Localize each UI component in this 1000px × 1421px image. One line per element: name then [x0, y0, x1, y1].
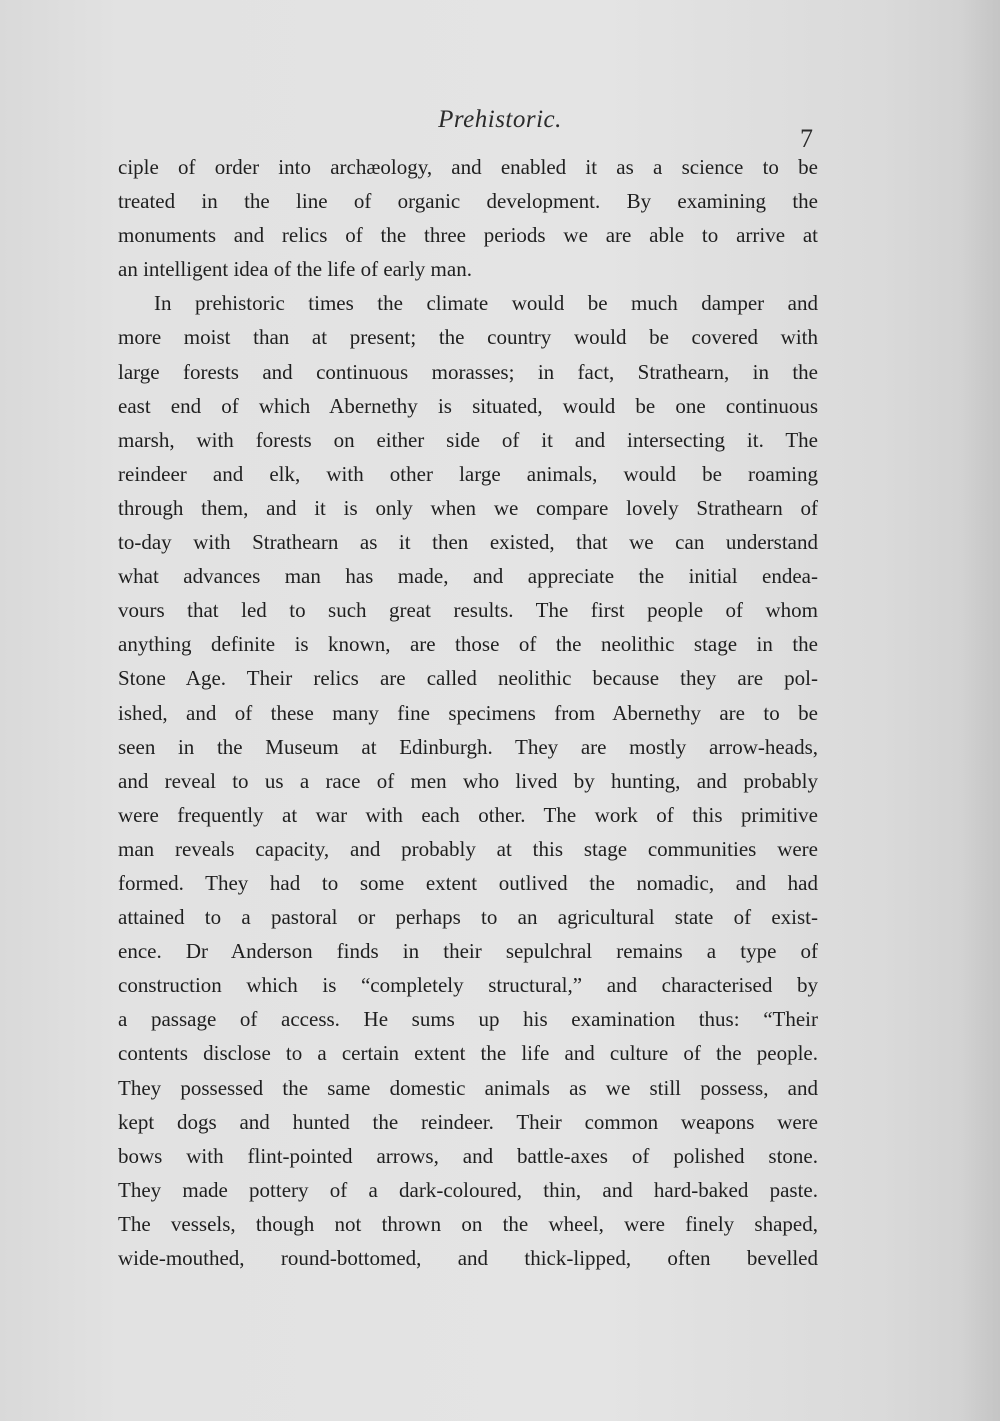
text-line: east end of which Abernethy is situated, would be one continuous — [118, 393, 818, 418]
text-line: a passage of access. He sums up his examination thus: “Their — [118, 1007, 818, 1032]
text-line: vours that led to such great results. The first people of whom — [118, 598, 818, 623]
text-line: treated in the line of organic development. By examining the — [118, 189, 818, 214]
text-line: what advances man has made, and appreciate the initial endea- — [118, 564, 818, 589]
text-line: and reveal to us a race of men who lived by hunting, and probably — [118, 768, 818, 793]
text-line: attained to a pastoral or perhaps to an agricultural state of exist- — [118, 905, 818, 930]
text-line: formed. They had to some extent outlived the nomadic, and had — [118, 870, 818, 895]
text-line: ished, and of these many fine specimens from Abernethy are to be — [118, 700, 818, 725]
text-line: bows with flint-pointed arrows, and battle-axes of polished stone. — [118, 1143, 818, 1168]
text-line: construction which is “completely structural,” and characterised by — [118, 973, 818, 998]
text-line: wide-mouthed, round-bottomed, and thick-lipped, often bevelled — [118, 1246, 818, 1270]
text-line: Stone Age. Their relics are called neolithic because they are pol- — [118, 666, 818, 691]
running-head: Prehistoric. — [438, 106, 562, 133]
text-line: contents disclose to a certain extent the life and culture of the people. — [118, 1041, 818, 1066]
page-number: 7 — [800, 124, 813, 153]
text-line: The vessels, though not thrown on the wheel, were finely shaped, — [118, 1211, 818, 1236]
text-line: more moist than at present; the country would be covered with — [118, 325, 818, 350]
text-line: They made pottery of a dark-coloured, thin, and hard-baked paste. — [118, 1177, 818, 1202]
text-line: an intelligent idea of the life of early man. — [118, 257, 472, 282]
text-line: seen in the Museum at Edinburgh. They are mostly arrow-heads, — [118, 734, 818, 759]
text-line: reindeer and elk, with other large animals, would be roaming — [118, 461, 818, 486]
text-line: man reveals capacity, and probably at this stage communities were — [118, 836, 818, 861]
text-line: anything definite is known, are those of the neolithic stage in the — [118, 632, 818, 657]
text-line: large forests and continuous morasses; in fact, Strathearn, in the — [118, 359, 818, 384]
text-line: In prehistoric times the climate would be much damper and — [154, 291, 818, 316]
text-line: They possessed the same domestic animals as we still possess, and — [118, 1075, 818, 1100]
text-line: to-day with Strathearn as it then existed, that we can understand — [118, 530, 818, 555]
text-line: marsh, with forests on either side of it and intersecting it. The — [118, 427, 818, 452]
text-line: ence. Dr Anderson finds in their sepulchral remains a type of — [118, 939, 818, 964]
body-text — [118, 150, 818, 1275]
text-line: through them, and it is only when we compare lovely Strathearn of — [118, 495, 818, 520]
text-line: ciple of order into archæology, and enabled it as a science to be — [118, 155, 818, 179]
text-line: monuments and relics of the three periods we are able to arrive at — [118, 223, 818, 248]
text-line: kept dogs and hunted the reindeer. Their common weapons were — [118, 1109, 818, 1134]
text-line: were frequently at war with each other. The work of this primitive — [118, 802, 818, 827]
